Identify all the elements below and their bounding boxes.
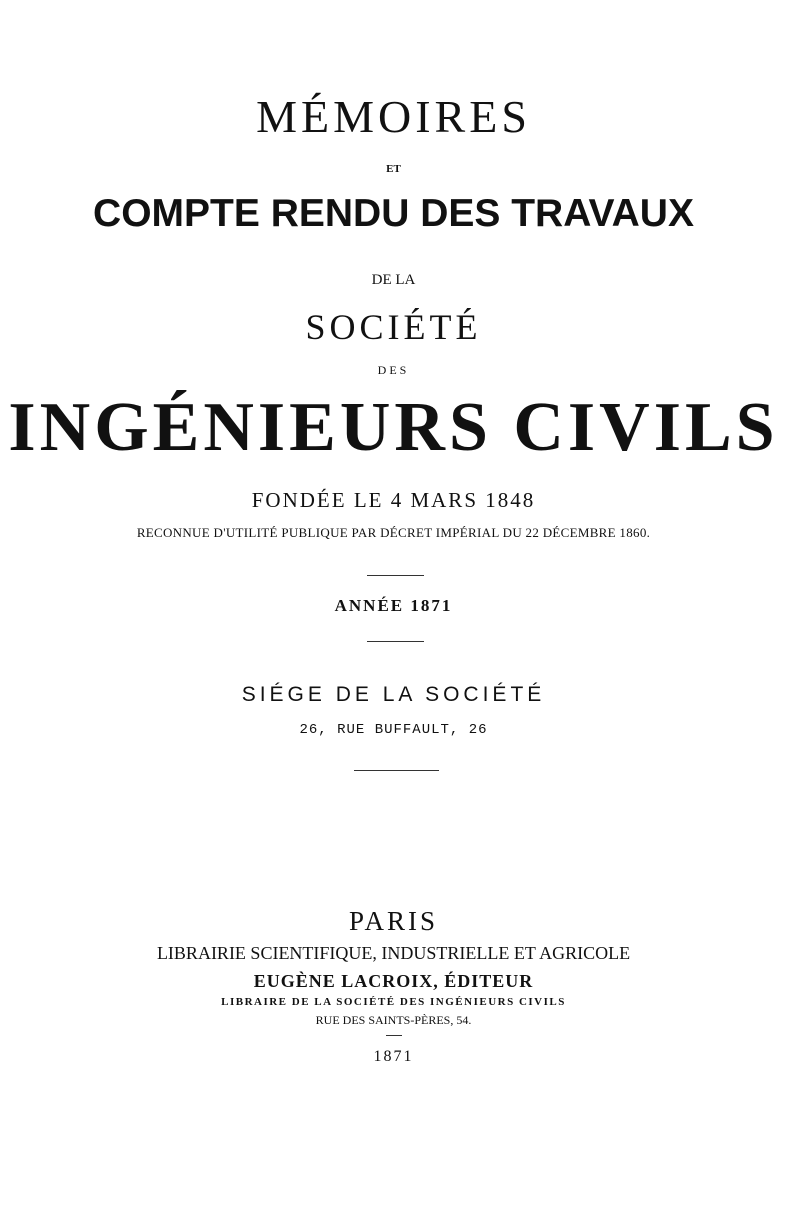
divider	[354, 770, 439, 771]
divider	[367, 641, 424, 642]
public-utility-notice: RECONNUE D'UTILITÉ PUBLIQUE PAR DÉCRET IMPÉRIAL DU 22 DÉCEMBRE 1860.	[136, 525, 651, 540]
et-conjunction: ET	[386, 163, 401, 175]
memoires-heading: MÉMOIRES	[256, 91, 531, 142]
de-la-text: DE LA	[371, 272, 416, 288]
foundation-date: FONDÉE LE 4 MARS 1848	[251, 488, 536, 512]
compte-rendu-heading: COMPTE RENDU DES TRAVAUX	[93, 192, 694, 235]
siege-heading: SIÉGE DE LA SOCIÉTÉ	[241, 683, 546, 706]
siege-address: 26, RUE BUFFAULT, 26	[299, 722, 488, 738]
imprint-bookseller-note: LIBRAIRE DE LA SOCIÉTÉ DES INGÉNIEURS CIVILS	[221, 996, 566, 1008]
divider	[367, 575, 424, 576]
imprint-year: 1871	[373, 1048, 414, 1065]
divider	[386, 1035, 402, 1036]
year-heading: ANNÉE 1871	[334, 596, 453, 615]
imprint-city: PARIS	[348, 906, 439, 936]
imprint-publisher-house: LIBRAIRIE SCIENTIFIQUE, INDUSTRIELLE ET AGRICOLE	[156, 943, 631, 963]
ingenieurs-civils-heading: INGÉNIEURS CIVILS	[8, 389, 779, 466]
societe-heading: SOCIÉTÉ	[305, 307, 482, 347]
imprint-editor: EUGÈNE LACROIX, ÉDITEUR	[253, 971, 534, 991]
imprint-address: RUE DES SAINTS-PÈRES, 54.	[315, 1013, 472, 1027]
des-text: DES	[377, 363, 410, 377]
